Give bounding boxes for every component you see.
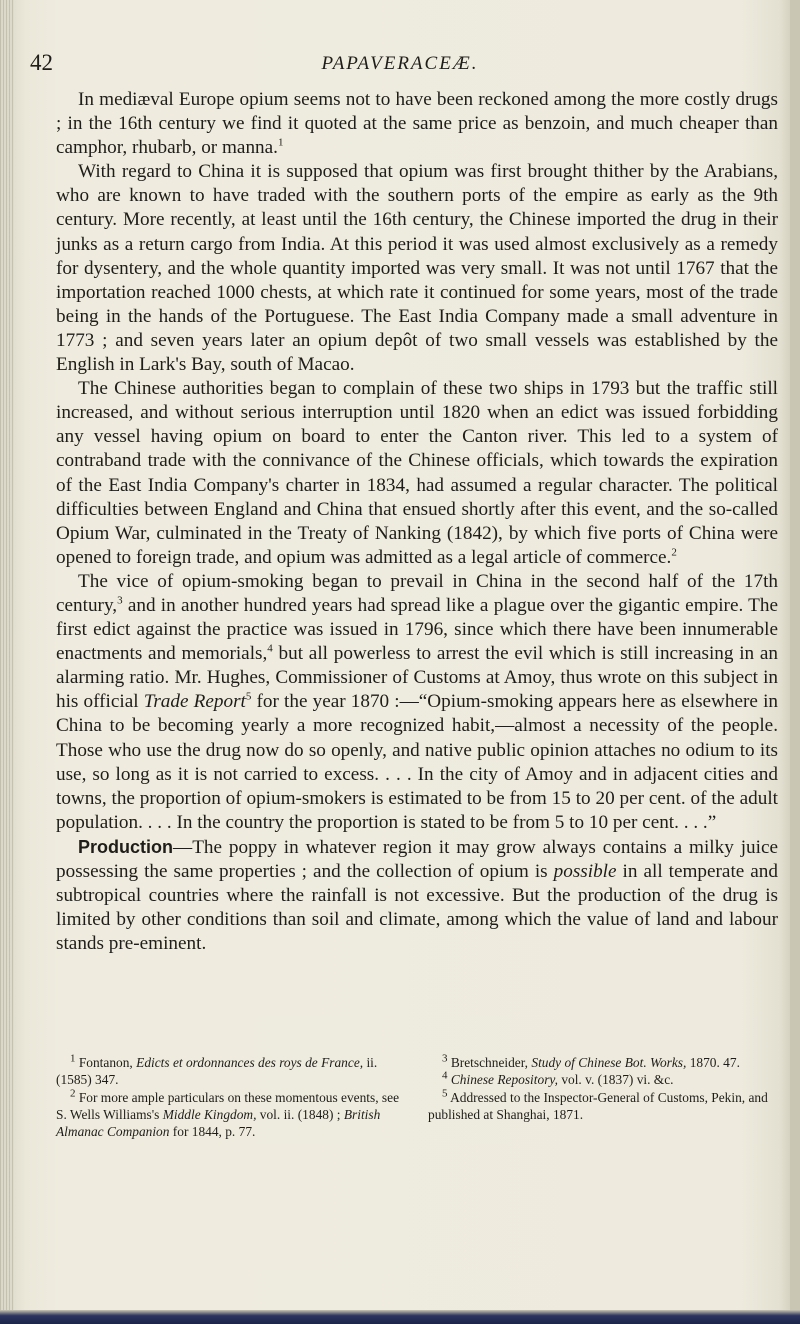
- paragraph-production: Production—The poppy in whatever region it may grow always contains a milky juice possessing the same properties ; and the collection of opium is possible in all temperate and subtropical countries where the rainfall is not excessive. But the production of the drug is limited by other conditions than soil and climate, among which the value of land and labour stands pre-eminent.: [56, 836, 778, 955]
- footnote-ref-3: 3: [117, 594, 123, 607]
- section-heading-production: Production: [78, 836, 173, 857]
- page-number: 42: [30, 50, 53, 75]
- paragraph-china-history: With regard to China it is supposed that opium was first brought thither by the Arabians, who are known to have traded with the southern ports of the empire as early as the 9th century. More recently, at least until the 16th century, the Chinese imported the drug in their junks as a return cargo from India. At this period it was used almost exclusively as a remedy for dysentery, and the whole quantity imported was very small. It was not until 1767 that the importation reached 1000 chests, at which rate it continued for some years, most of the trade being in the hands of the Portuguese. The East India Company made a small adventure in 1773 ; and seven years later an opium depôt of two small vessels was established by the English in Lark's Bay, south of Macao.: [56, 161, 778, 376]
- page-right-edge: [790, 0, 800, 1324]
- footnote-3: $^3$ Bretschneider, Study of Chinese Bot. Works, 1870. 47.: [442, 1052, 740, 1070]
- paragraph-medieval-europe: In mediæval Europe opium seems not to have been reckoned among the more costly drugs ; in the 16th century we find it quoted at the same price as benzoin, and much cheaper than camphor, rhubarb, or manna.$^1$: [56, 89, 778, 159]
- footnotes: [56, 1054, 778, 1140]
- footnotes-right-column: [428, 1054, 778, 1140]
- paragraph-opium-smoking: The vice of opium-smoking began to prevail in China in the second half of the 17th century,$^3$ and in another hundred years had spread like a plague over the gigantic empire. The first edict against the practice was issued in 1796, since which there have been innumerable enactments and memorials,$^4$ but all powerless to arrest the evil which is still increasing in an alarming ratio. Mr. Hughes, Commissioner of Customs at Amoy, thus wrote on this subject in his official Trade Report$^5$ for the year 1870 :—“Opium-smoking appears here as elsewhere in China to be becoming yearly a more recognized habit,—almost a necessity of the people. Those who use the drug now do so openly, and native public opinion attaches no odium to its use, so long as it is not carried to excess. . . . In the city of Amoy and in adjacent cities and towns, the proportion of opium-smokers is estimated to be from 15 to 20 per cent. of the adult population. . . . In the country the proportion is stated to be from 5 to 10 per cent. . . .”: [56, 570, 778, 833]
- footnote-1: $^1$ Fontanon, Edicts et ordonnances des roys de France, ii. (1585) 347.: [56, 1052, 378, 1088]
- footnote-ref-1: 1: [277, 136, 284, 149]
- footnote-2: $^2$ For more ample particulars on these momentous events, see S. Wells Williams's Middle Kingdom, vol. ii. (1848) ; British Almanac Companion for 1844, p. 77.: [56, 1087, 400, 1140]
- body-text: [56, 88, 778, 956]
- running-head: PAPAVERACEÆ.: [321, 53, 479, 74]
- page-header: [0, 48, 800, 78]
- paragraph-canton-trade: The Chinese authorities began to complain of these two ships in 1793 but the traffic still increased, and without serious interruption until 1820 when an edict was issued forbidding any vessel having opium on board to enter the Canton river. This led to a system of contraband trade with the connivance of the Chinese officials, which towards the expiration of the East India Company's charter in 1834, had assumed a regular character. The political difficulties between England and China that ensued shortly after this event, and the so-called Opium War, culminated in the Treaty of Nanking (1842), by which five ports of China were opened to foreign trade, and opium was admitted as a legal article of commerce.$^2$: [56, 378, 778, 568]
- trade-report-title: Trade Report: [143, 691, 246, 713]
- footnote-ref-2: 2: [671, 546, 677, 559]
- footnote-4: $^4$ Chinese Repository, vol. v. (1837) vi. &c.: [442, 1069, 674, 1088]
- footnote-5: $^5$ Addressed to the Inspector-General of Customs, Pekin, and published at Shanghai, 1871.: [428, 1087, 768, 1122]
- page-binding-edge: [0, 0, 14, 1324]
- footnotes-left-column: [56, 1054, 406, 1140]
- scan-bottom-edge: [0, 1310, 800, 1324]
- footnote-ref-4: 4: [267, 642, 273, 655]
- footnote-ref-5: 5: [245, 690, 252, 703]
